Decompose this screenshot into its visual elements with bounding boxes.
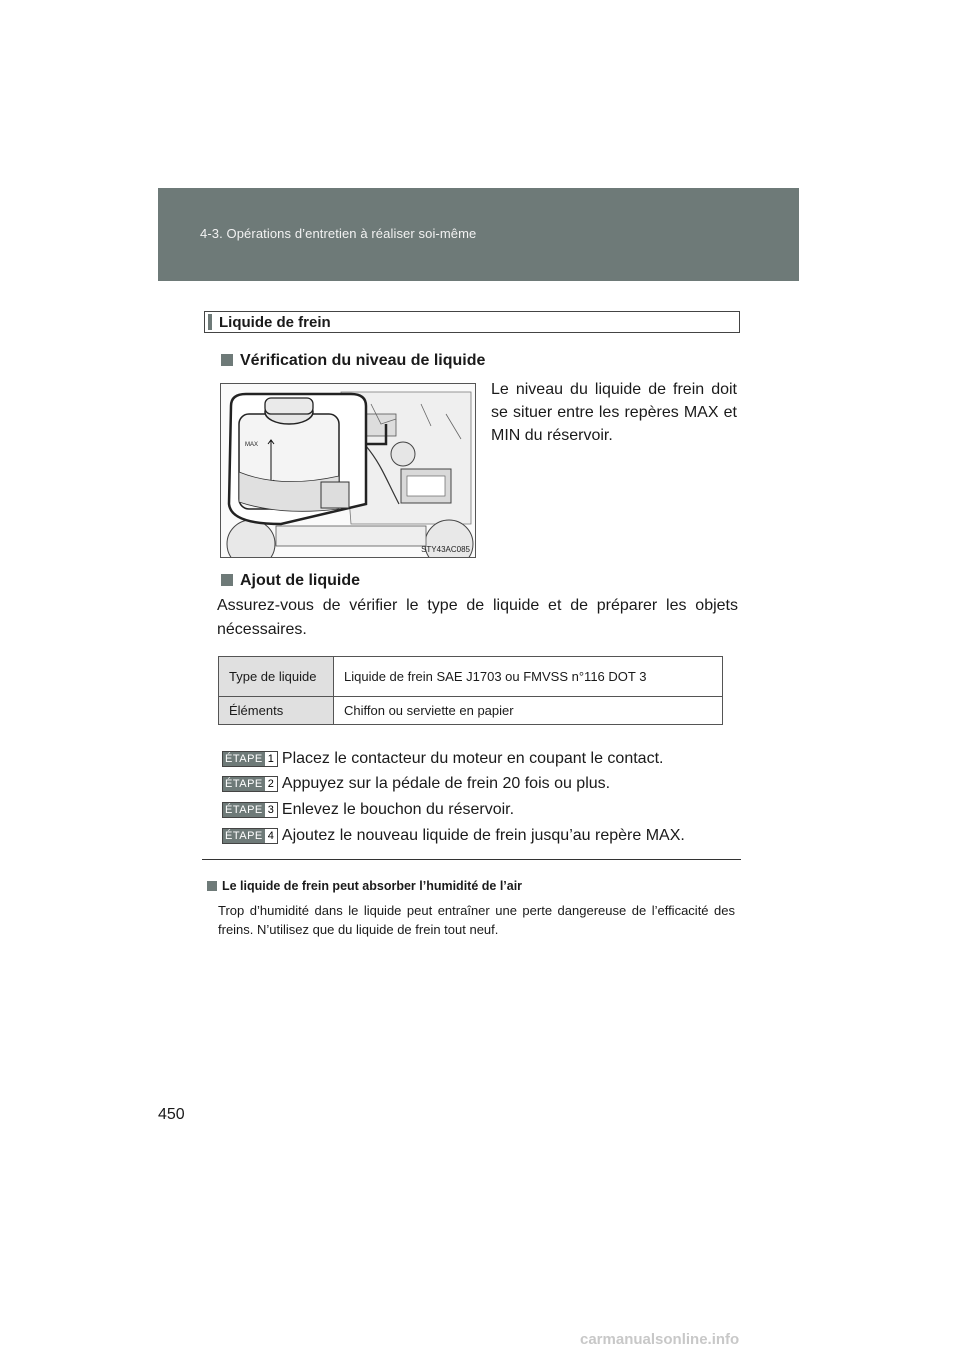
chapter-header: 4-3. Opérations d’entretien à réaliser soi-même bbox=[200, 226, 477, 241]
table-row bbox=[219, 657, 723, 697]
table-row bbox=[219, 697, 723, 725]
note-body: Trop d’humidité dans le liquide peut entraîner une perte dangereuse de l’efficacité des freins. N’utilisez que du liquide de frein tout neuf. bbox=[218, 903, 735, 937]
subheading-check bbox=[221, 352, 485, 370]
figure-code: STY43AC085 bbox=[421, 545, 470, 554]
fluid-spec-table bbox=[218, 656, 723, 725]
step-badge: ÉTAPE 1 bbox=[222, 751, 278, 767]
section-title-marker bbox=[208, 314, 212, 330]
step-item bbox=[222, 775, 610, 793]
step-item bbox=[222, 827, 685, 845]
step-item bbox=[222, 801, 514, 819]
table-value: Chiffon ou serviette en papier bbox=[334, 697, 723, 725]
divider bbox=[202, 859, 741, 860]
square-bullet-icon bbox=[221, 354, 233, 366]
max-mark-label: MAX bbox=[245, 442, 259, 448]
check-description: Le niveau du liquide de frein doit se situer entre les repères MAX et MIN du réservoir. bbox=[491, 381, 737, 444]
page-number: 450 bbox=[158, 1106, 185, 1123]
engine-bay-illustration bbox=[220, 383, 476, 558]
table-key: Éléments bbox=[219, 697, 334, 725]
subheading-check-text: Vérification du niveau de liquide bbox=[240, 352, 486, 369]
section-title-box bbox=[204, 311, 740, 333]
table-value: Liquide de frein SAE J1703 ou FMVSS n°116 DOT 3 bbox=[334, 657, 723, 697]
add-description: Assurez-vous de vérifier le type de liquide et de préparer les objets nécessaires. bbox=[217, 597, 738, 638]
subheading-add bbox=[221, 572, 360, 590]
step-text: Appuyez sur la pédale de frein 20 fois ou plus. bbox=[281, 775, 611, 792]
step-badge: ÉTAPE 4 bbox=[222, 828, 278, 844]
step-text: Ajoutez le nouveau liquide de frein jusqu’au repère MAX. bbox=[281, 827, 685, 844]
brake-reservoir-drawing bbox=[221, 384, 475, 557]
section-title: Liquide de frein bbox=[219, 314, 331, 331]
note-title-text: Le liquide de frein peut absorber l’humidité de l’air bbox=[222, 879, 523, 893]
step-text: Placez le contacteur du moteur en coupant le contact. bbox=[281, 750, 664, 767]
watermark: carmanualsonline.info bbox=[580, 1331, 740, 1348]
square-bullet-icon bbox=[207, 881, 217, 891]
step-badge: ÉTAPE 3 bbox=[222, 802, 278, 818]
step-item bbox=[222, 750, 663, 768]
note-title bbox=[207, 879, 522, 893]
step-badge: ÉTAPE 2 bbox=[222, 776, 278, 792]
table-key: Type de liquide bbox=[219, 657, 334, 697]
step-text: Enlevez le bouchon du réservoir. bbox=[281, 801, 515, 818]
square-bullet-icon bbox=[221, 574, 233, 586]
subheading-add-text: Ajout de liquide bbox=[240, 572, 360, 589]
